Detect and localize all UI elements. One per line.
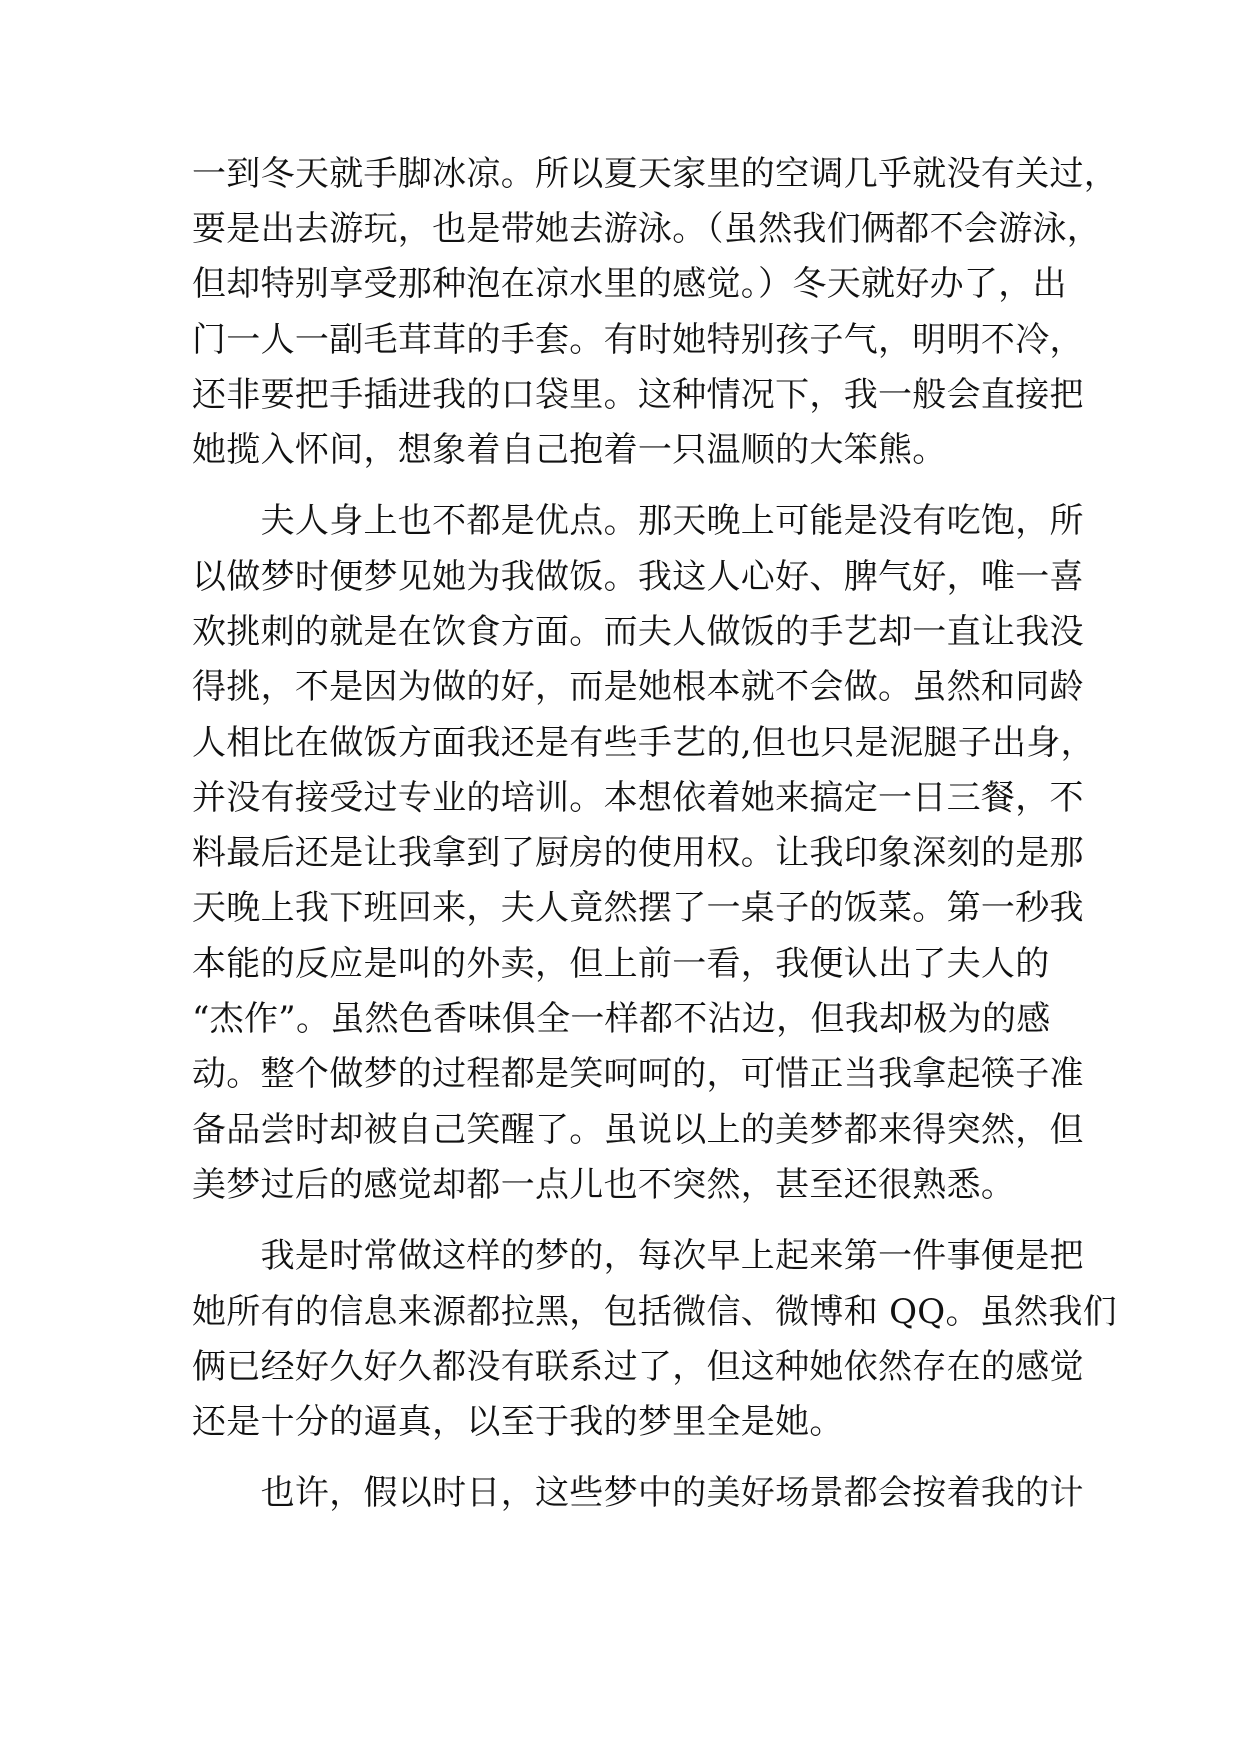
text-line: 她揽入怀间，想象着自己抱着一只温顺的大笨熊。 (192, 430, 947, 470)
text-line: 备品尝时却被自己笑醒了。虽说以上的美梦都来得突然，但 (192, 1110, 1084, 1150)
text-line: 本能的反应是叫的外卖，但上前一看，我便认出了夫人的 (192, 944, 1050, 984)
text-line: 并没有接受过专业的培训。本想依着她来搞定一日三餐，不 (192, 778, 1084, 818)
text-line: 天晚上我下班回来，夫人竟然摆了一桌子的饭菜。第一秒我 (192, 888, 1084, 928)
text-line: “杰作”。虽然色香味俱全一样都不沾边，但我却极为的感 (192, 999, 1051, 1039)
text-line: 要是出去游玩，也是带她去游泳。（虽然我们俩都不会游泳， (192, 209, 1102, 249)
text-line: 但却特别享受那种泡在凉水里的感觉。）冬天就好办了，出 (192, 264, 1067, 304)
text-line: 美梦过后的感觉却都一点儿也不突然，甚至还很熟悉。 (192, 1165, 1016, 1205)
text-line: 门一人一副毛茸茸的手套。有时她特别孩子气，明明不冷， (192, 320, 1084, 360)
text-line: 以做梦时便梦见她为我做饭。我这人心好、脾气好，唯一喜 (192, 557, 1084, 597)
text-line: 人相比在做饭方面我还是有些手艺的,但也只是泥腿子出身， (192, 723, 1095, 763)
text-line: 她所有的信息来源都拉黑，包括微信、微博和 QQ。虽然我们 (192, 1292, 1117, 1332)
text-line: 我是时常做这样的梦的，每次早上起来第一件事便是把 (192, 1236, 1084, 1276)
text-line: 还是十分的逼真，以至于我的梦里全是她。 (192, 1402, 844, 1442)
text-line: 得挑，不是因为做的好，而是她根本就不会做。虽然和同龄 (192, 667, 1084, 707)
text-line: 欢挑刺的就是在饮食方面。而夫人做饭的手艺却一直让我没 (192, 612, 1084, 652)
text-line: 一到冬天就手脚冰凉。所以夏天家里的空调几乎就没有关过， (192, 154, 1119, 194)
text-line: 夫人身上也不都是优点。那天晚上可能是没有吃饱，所 (192, 501, 1084, 541)
text-line: 也许，假以时日，这些梦中的美好场景都会按着我的计 (192, 1473, 1084, 1513)
text-line: 俩已经好久好久都没有联系过了，但这种她依然存在的感觉 (192, 1347, 1084, 1387)
text-line: 料最后还是让我拿到了厨房的使用权。让我印象深刻的是那 (192, 833, 1084, 873)
text-line: 还非要把手插进我的口袋里。这种情况下，我一般会直接把 (192, 375, 1084, 415)
text-line: 动。整个做梦的过程都是笑呵呵的，可惜正当我拿起筷子准 (192, 1054, 1084, 1094)
